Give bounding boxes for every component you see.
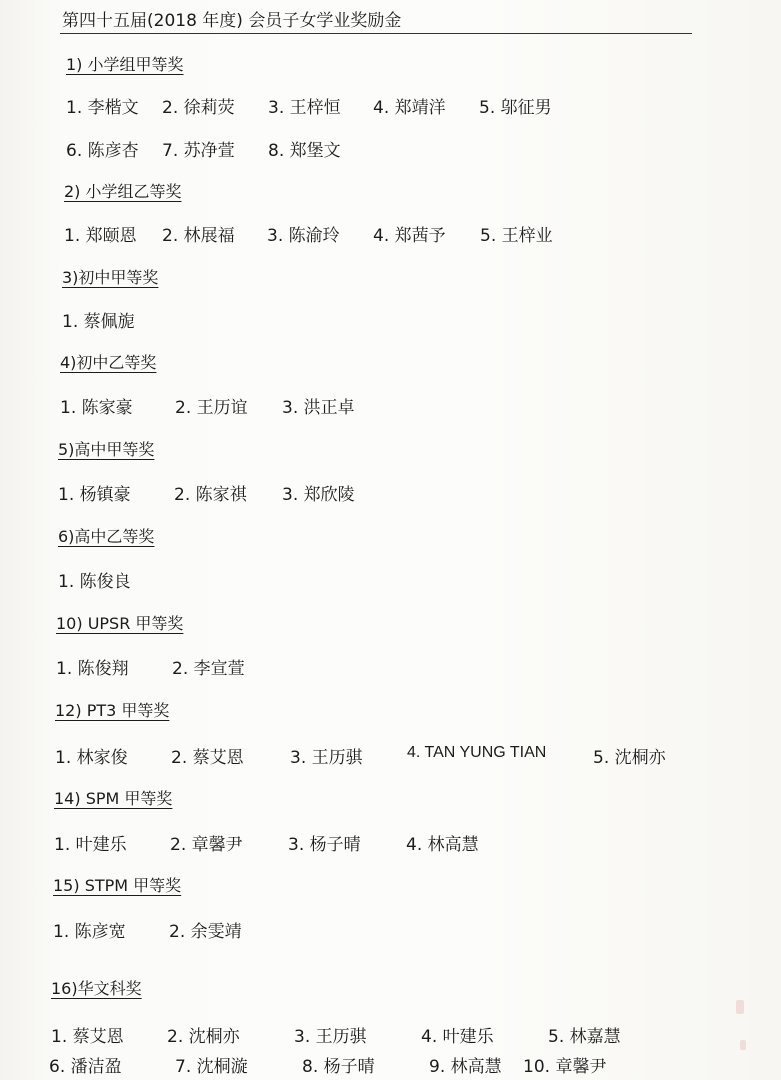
award-entry: 4. TAN YUNG TIAN — [407, 744, 547, 761]
section-heading-spm: 14) SPM 甲等奖 — [54, 789, 173, 808]
award-entry: 2. 沈桐亦 — [167, 1027, 240, 1047]
award-entry: 1. 蔡佩旎 — [62, 312, 135, 332]
award-entry: 2. 王历谊 — [175, 398, 248, 418]
award-entry: 2. 李宣萱 — [172, 659, 245, 679]
section-heading-senior-b: 6)高中乙等奖 — [58, 527, 155, 546]
section-heading-primary-a: 1) 小学组甲等奖 — [66, 55, 184, 74]
award-entry: 2. 章馨尹 — [170, 835, 243, 855]
award-entry: 2. 林展福 — [162, 226, 235, 246]
award-entry: 3. 王历骐 — [294, 1027, 367, 1047]
award-entry: 1. 叶建乐 — [54, 835, 127, 855]
award-entry: 6. 陈彦杏 — [66, 141, 139, 161]
award-entry: 6. 潘洁盈 — [49, 1057, 122, 1077]
section-heading-pt3: 12) PT3 甲等奖 — [55, 701, 170, 720]
document-title: 第四十五届(2018 年度) 会员子女学业奖励金 — [62, 11, 402, 31]
award-entry: 2. 陈家祺 — [174, 485, 247, 505]
award-entry: 2. 徐莉荧 — [162, 98, 235, 118]
award-entry: 1. 陈家豪 — [60, 398, 133, 418]
award-entry: 10. 章馨尹 — [523, 1057, 607, 1077]
section-heading-chinese: 16)华文科奖 — [51, 979, 142, 998]
award-entry: 3. 洪正卓 — [282, 398, 355, 418]
paper-speck — [736, 1000, 744, 1014]
award-entry: 4. 郑靖洋 — [373, 98, 446, 118]
award-entry: 5. 邬征男 — [479, 98, 552, 118]
award-entry: 1. 郑颐恩 — [64, 226, 137, 246]
award-entry: 3. 陈渝玲 — [267, 226, 340, 246]
section-heading-junior-a: 3)初中甲等奖 — [62, 268, 159, 287]
award-entry: 3. 王历骐 — [290, 748, 363, 768]
award-entry: 7. 苏净萱 — [162, 141, 235, 161]
award-entry: 8. 杨子晴 — [302, 1057, 375, 1077]
award-entry: 3. 杨子晴 — [288, 835, 361, 855]
award-entry: 8. 郑堡文 — [268, 141, 341, 161]
section-heading-senior-a: 5)高中甲等奖 — [58, 440, 155, 459]
award-entry: 1. 杨镇豪 — [58, 485, 131, 505]
section-heading-stpm: 15) STPM 甲等奖 — [53, 876, 182, 895]
award-entry: 2. 蔡艾恩 — [171, 748, 244, 768]
award-entry: 1. 李楷文 — [66, 98, 139, 118]
award-entry: 5. 林嘉慧 — [548, 1027, 621, 1047]
award-entry: 1. 陈俊良 — [58, 572, 131, 592]
award-entry: 5. 沈桐亦 — [593, 748, 666, 768]
award-entry: 4. 郑茜予 — [373, 226, 446, 246]
award-entry: 5. 王梓业 — [480, 226, 553, 246]
award-entry: 3. 郑欣陵 — [282, 485, 355, 505]
section-heading-junior-b: 4)初中乙等奖 — [60, 353, 157, 372]
award-entry: 2. 余雯靖 — [169, 922, 242, 942]
award-entry: 7. 沈桐漩 — [175, 1057, 248, 1077]
award-entry: 1. 陈彦宽 — [53, 922, 126, 942]
award-entry: 4. 林高慧 — [406, 835, 479, 855]
award-entry: 9. 林高慧 — [429, 1057, 502, 1077]
award-entry: 1. 林家俊 — [55, 748, 128, 768]
award-entry: 1. 陈俊翔 — [56, 659, 129, 679]
section-heading-upsr: 10) UPSR 甲等奖 — [56, 614, 184, 633]
paper-speck — [740, 1040, 746, 1050]
section-heading-primary-b: 2) 小学组乙等奖 — [64, 182, 182, 201]
award-entry: 3. 王梓恒 — [268, 98, 341, 118]
award-entry: 4. 叶建乐 — [421, 1027, 494, 1047]
title-divider — [60, 33, 692, 34]
award-entry: 1. 蔡艾恩 — [51, 1027, 124, 1047]
